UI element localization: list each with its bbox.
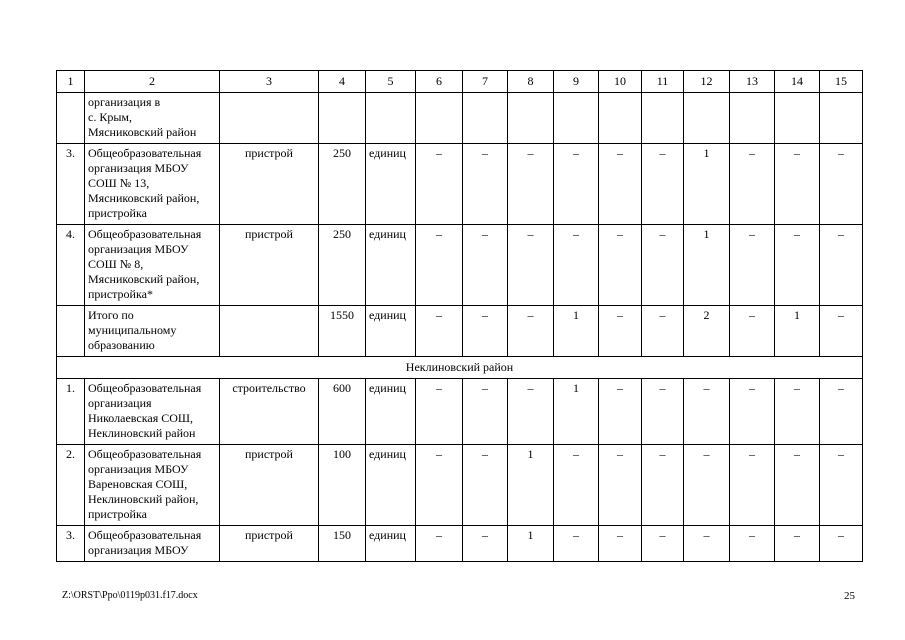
object-name [85, 526, 220, 562]
capacity [319, 93, 366, 144]
column-header: 1 [57, 71, 85, 93]
year-cell: – [508, 144, 554, 225]
object-name-line: Николаевская СОШ, [88, 411, 193, 425]
object-name-line: Общеобразовательная [88, 146, 202, 160]
year-cell [554, 93, 599, 144]
year-cell: – [820, 144, 863, 225]
object-name-line: пристройка [88, 507, 147, 521]
year-cell: – [599, 225, 642, 306]
object-name [85, 379, 220, 445]
column-header: 7 [463, 71, 508, 93]
row-number: 4. [57, 225, 85, 306]
row-number: 1. [57, 379, 85, 445]
year-cell: – [642, 225, 684, 306]
section-title: Неклиновский район [57, 357, 863, 379]
year-cell: – [642, 526, 684, 562]
section-row [57, 357, 863, 379]
object-name-line: Неклиновский район, [88, 492, 199, 506]
column-header: 12 [684, 71, 730, 93]
year-cell: – [416, 306, 463, 357]
object-name-line: организация МБОУ [88, 161, 189, 175]
year-cell: – [599, 379, 642, 445]
year-cell [463, 93, 508, 144]
year-cell: – [554, 445, 599, 526]
year-cell [642, 93, 684, 144]
object-name [85, 306, 220, 357]
file-path: Z:\ORST\Ppo\0119p031.f17.docx [62, 590, 198, 601]
capacity: 1550 [319, 306, 366, 357]
column-header: 5 [366, 71, 416, 93]
object-name-line: пристройка* [88, 287, 153, 301]
year-cell: – [416, 445, 463, 526]
year-cell: – [730, 306, 775, 357]
row-number: 3. [57, 144, 85, 225]
object-name-line: Мясниковский район, [88, 272, 200, 286]
work-type: пристрой [220, 445, 319, 526]
object-name-line: муниципальному [88, 323, 177, 337]
work-type [220, 306, 319, 357]
object-name-line: Общеобразовательная [88, 227, 202, 241]
object-name-line: СОШ № 8, [88, 257, 144, 271]
year-cell [508, 93, 554, 144]
table-header-row [57, 71, 863, 93]
table-row [57, 445, 863, 526]
year-cell: – [416, 526, 463, 562]
table-row [57, 379, 863, 445]
year-cell: – [508, 225, 554, 306]
year-cell: – [416, 379, 463, 445]
column-header: 8 [508, 71, 554, 93]
year-cell [775, 93, 820, 144]
capacity: 150 [319, 526, 366, 562]
year-cell [820, 93, 863, 144]
object-name-line: Вареновская СОШ, [88, 477, 188, 491]
row-number [57, 93, 85, 144]
year-cell: 1 [775, 306, 820, 357]
year-cell: 1 [554, 379, 599, 445]
row-number [57, 306, 85, 357]
year-cell: 1 [508, 445, 554, 526]
column-header: 4 [319, 71, 366, 93]
object-name-line: Мясниковский район, [88, 191, 200, 205]
year-cell: – [642, 306, 684, 357]
column-header: 9 [554, 71, 599, 93]
document-table [56, 70, 863, 562]
year-cell: – [554, 526, 599, 562]
year-cell [599, 93, 642, 144]
year-cell [416, 93, 463, 144]
year-cell: – [820, 445, 863, 526]
column-header: 3 [220, 71, 319, 93]
object-name-line: организация МБОУ [88, 543, 189, 557]
year-cell: – [684, 379, 730, 445]
year-cell: – [820, 526, 863, 562]
work-type [220, 93, 319, 144]
object-name-line: пристройка [88, 206, 147, 220]
table-row [57, 93, 863, 144]
object-name-line: СОШ № 13, [88, 176, 150, 190]
column-header: 14 [775, 71, 820, 93]
object-name-line: организация МБОУ [88, 242, 189, 256]
year-cell: – [775, 144, 820, 225]
work-type: пристрой [220, 225, 319, 306]
year-cell: 2 [684, 306, 730, 357]
year-cell: – [684, 445, 730, 526]
object-name [85, 445, 220, 526]
capacity: 250 [319, 225, 366, 306]
capacity: 100 [319, 445, 366, 526]
row-number: 3. [57, 526, 85, 562]
year-cell: 1 [684, 225, 730, 306]
year-cell [730, 93, 775, 144]
unit: единиц [366, 225, 416, 306]
year-cell: – [820, 379, 863, 445]
object-name-line: организация МБОУ [88, 462, 189, 476]
column-header: 11 [642, 71, 684, 93]
year-cell: – [554, 144, 599, 225]
object-name-line: Общеобразовательная [88, 381, 202, 395]
table-row [57, 225, 863, 306]
year-cell: – [820, 306, 863, 357]
year-cell: – [642, 144, 684, 225]
year-cell: 1 [684, 144, 730, 225]
year-cell: – [730, 526, 775, 562]
table-row [57, 526, 863, 562]
column-header: 2 [85, 71, 220, 93]
row-number: 2. [57, 445, 85, 526]
table-row [57, 306, 863, 357]
capacity: 250 [319, 144, 366, 225]
object-name-line: организация [88, 396, 152, 410]
year-cell: – [599, 445, 642, 526]
year-cell: 1 [508, 526, 554, 562]
unit: единиц [366, 379, 416, 445]
year-cell: – [463, 144, 508, 225]
year-cell: – [463, 526, 508, 562]
work-type: строительство [220, 379, 319, 445]
year-cell: – [416, 144, 463, 225]
column-header: 10 [599, 71, 642, 93]
year-cell: – [599, 144, 642, 225]
year-cell: – [730, 379, 775, 445]
year-cell: – [416, 225, 463, 306]
year-cell: – [820, 225, 863, 306]
year-cell: – [642, 445, 684, 526]
object-name-line: Мясниковский район [88, 125, 197, 139]
unit: единиц [366, 144, 416, 225]
object-name-line: с. Крым, [88, 110, 132, 124]
year-cell: – [599, 306, 642, 357]
unit: единиц [366, 526, 416, 562]
object-name [85, 93, 220, 144]
year-cell: – [463, 306, 508, 357]
year-cell: – [730, 445, 775, 526]
unit [366, 93, 416, 144]
year-cell: – [463, 225, 508, 306]
object-name [85, 144, 220, 225]
year-cell: – [775, 526, 820, 562]
capacity: 600 [319, 379, 366, 445]
object-name-line: Общеобразовательная [88, 447, 202, 461]
year-cell: – [775, 445, 820, 526]
object-name-line: организация в [88, 95, 161, 109]
object-name-line: Общеобразовательная [88, 528, 202, 542]
work-type: пристрой [220, 144, 319, 225]
object-name-line: Неклиновский район [88, 426, 196, 440]
year-cell: – [642, 379, 684, 445]
column-header: 15 [820, 71, 863, 93]
unit: единиц [366, 445, 416, 526]
unit: единиц [366, 306, 416, 357]
year-cell: – [508, 379, 554, 445]
year-cell: 1 [554, 306, 599, 357]
object-name-line: образованию [88, 338, 155, 352]
year-cell: – [684, 526, 730, 562]
page-number: 25 [844, 590, 855, 602]
year-cell: – [463, 379, 508, 445]
year-cell: – [599, 526, 642, 562]
column-header: 13 [730, 71, 775, 93]
year-cell: – [463, 445, 508, 526]
year-cell [684, 93, 730, 144]
work-type: пристрой [220, 526, 319, 562]
object-name-line: Итого по [88, 308, 134, 322]
year-cell: – [775, 225, 820, 306]
object-name [85, 225, 220, 306]
year-cell: – [730, 225, 775, 306]
column-header: 6 [416, 71, 463, 93]
year-cell: – [730, 144, 775, 225]
year-cell: – [554, 225, 599, 306]
table-row [57, 144, 863, 225]
year-cell: – [508, 306, 554, 357]
year-cell: – [775, 379, 820, 445]
